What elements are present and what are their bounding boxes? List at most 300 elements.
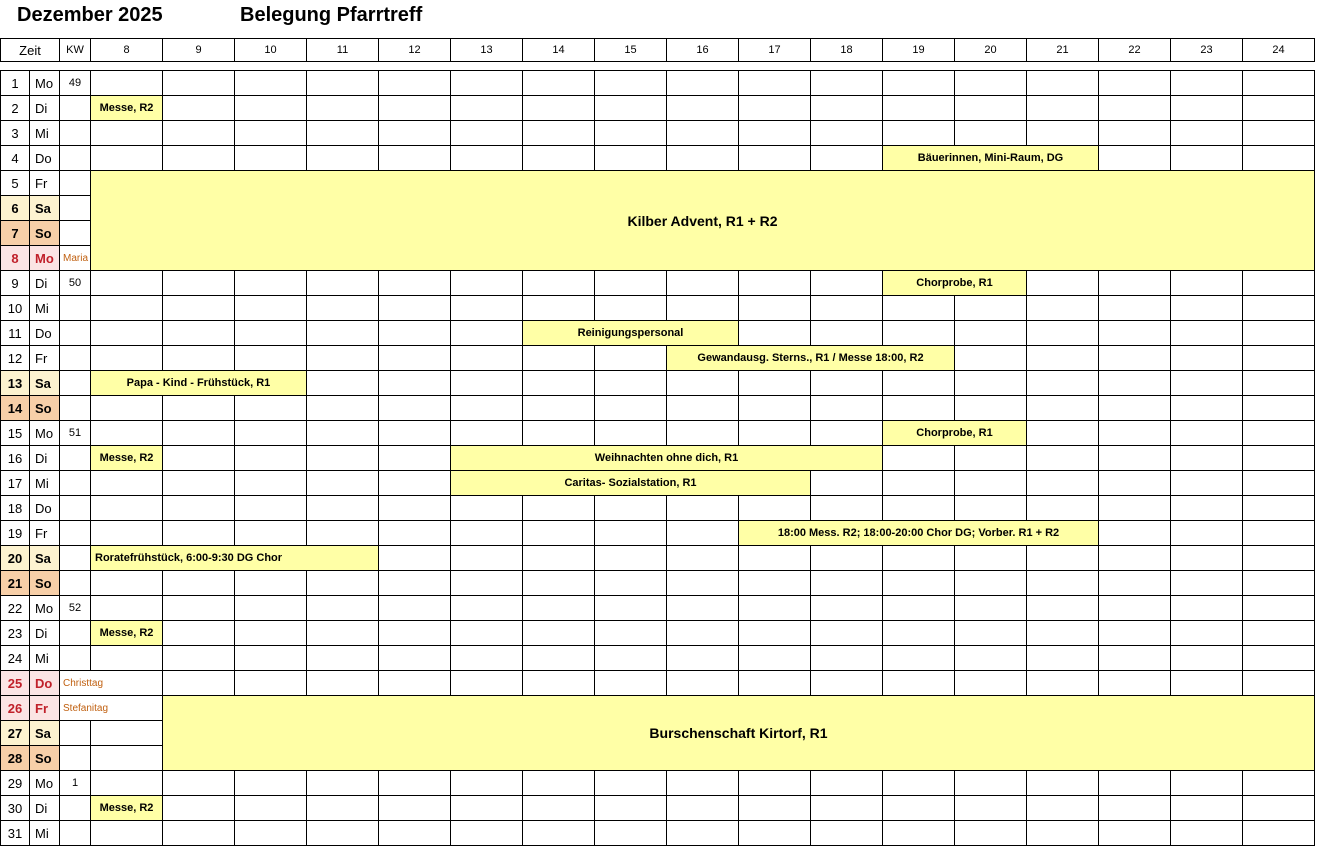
slot-cell[interactable] <box>954 445 1027 471</box>
slot-cell[interactable] <box>234 70 307 96</box>
slot-cell[interactable] <box>90 120 163 146</box>
slot-cell[interactable] <box>1170 70 1243 96</box>
slot-cell[interactable] <box>378 520 451 546</box>
slot-cell[interactable] <box>738 395 811 421</box>
slot-cell[interactable] <box>810 545 883 571</box>
slot-cell[interactable] <box>954 70 1027 96</box>
slot-cell[interactable] <box>450 595 523 621</box>
slot-cell[interactable] <box>810 795 883 821</box>
slot-cell[interactable] <box>882 120 955 146</box>
slot-cell[interactable] <box>234 670 307 696</box>
slot-cell[interactable] <box>90 520 163 546</box>
slot-cell[interactable] <box>954 670 1027 696</box>
slot-cell[interactable] <box>594 770 667 796</box>
slot-cell[interactable] <box>162 395 235 421</box>
slot-cell[interactable] <box>738 370 811 396</box>
slot-cell[interactable] <box>378 395 451 421</box>
slot-cell[interactable] <box>306 645 379 671</box>
slot-cell[interactable] <box>666 270 739 296</box>
slot-cell[interactable] <box>810 320 883 346</box>
slot-cell[interactable] <box>378 120 451 146</box>
slot-cell[interactable] <box>1026 70 1099 96</box>
slot-cell[interactable] <box>1242 470 1315 496</box>
slot-cell[interactable] <box>450 320 523 346</box>
slot-cell[interactable] <box>882 595 955 621</box>
slot-cell[interactable] <box>738 270 811 296</box>
slot-cell[interactable] <box>162 320 235 346</box>
slot-cell[interactable] <box>882 645 955 671</box>
slot-cell[interactable] <box>594 570 667 596</box>
slot-cell[interactable] <box>882 295 955 321</box>
slot-cell[interactable] <box>234 420 307 446</box>
slot-cell[interactable] <box>1242 345 1315 371</box>
slot-cell[interactable] <box>162 520 235 546</box>
slot-cell[interactable] <box>1098 670 1171 696</box>
slot-cell[interactable] <box>522 95 595 121</box>
slot-cell[interactable] <box>882 795 955 821</box>
slot-cell[interactable] <box>1242 595 1315 621</box>
slot-cell[interactable] <box>378 620 451 646</box>
slot-cell[interactable] <box>882 445 955 471</box>
slot-cell[interactable] <box>162 295 235 321</box>
slot-cell[interactable] <box>738 70 811 96</box>
slot-cell[interactable] <box>594 595 667 621</box>
booking-event[interactable]: Reinigungspersonal <box>522 320 739 346</box>
slot-cell[interactable] <box>882 70 955 96</box>
slot-cell[interactable] <box>162 70 235 96</box>
slot-cell[interactable] <box>1098 270 1171 296</box>
slot-cell[interactable] <box>162 270 235 296</box>
slot-cell[interactable] <box>378 470 451 496</box>
slot-cell[interactable] <box>810 570 883 596</box>
slot-cell[interactable] <box>1242 820 1315 846</box>
slot-cell[interactable] <box>234 445 307 471</box>
slot-cell[interactable] <box>810 470 883 496</box>
slot-cell[interactable] <box>234 470 307 496</box>
slot-cell[interactable] <box>882 395 955 421</box>
slot-cell[interactable] <box>1170 370 1243 396</box>
slot-cell[interactable] <box>738 595 811 621</box>
slot-cell[interactable] <box>1242 295 1315 321</box>
slot-cell[interactable] <box>1242 795 1315 821</box>
slot-cell[interactable] <box>954 295 1027 321</box>
slot-cell[interactable] <box>666 120 739 146</box>
slot-cell[interactable] <box>378 670 451 696</box>
slot-cell[interactable] <box>378 595 451 621</box>
slot-cell[interactable] <box>1098 470 1171 496</box>
slot-cell[interactable] <box>1242 395 1315 421</box>
slot-cell[interactable] <box>1170 670 1243 696</box>
slot-cell[interactable] <box>1242 70 1315 96</box>
slot-cell[interactable] <box>234 395 307 421</box>
slot-cell[interactable] <box>522 370 595 396</box>
slot-cell[interactable] <box>1242 320 1315 346</box>
slot-cell[interactable] <box>1026 545 1099 571</box>
booking-event[interactable]: Roratefrühstück, 6:00-9:30 DG Chor <box>90 545 379 571</box>
slot-cell[interactable] <box>378 545 451 571</box>
slot-cell[interactable] <box>90 745 163 771</box>
slot-cell[interactable] <box>234 770 307 796</box>
slot-cell[interactable] <box>450 70 523 96</box>
slot-cell[interactable] <box>90 495 163 521</box>
slot-cell[interactable] <box>234 270 307 296</box>
slot-cell[interactable] <box>450 620 523 646</box>
slot-cell[interactable] <box>522 795 595 821</box>
slot-cell[interactable] <box>738 420 811 446</box>
slot-cell[interactable] <box>1098 295 1171 321</box>
slot-cell[interactable] <box>522 145 595 171</box>
slot-cell[interactable] <box>954 595 1027 621</box>
slot-cell[interactable] <box>882 495 955 521</box>
slot-cell[interactable] <box>522 70 595 96</box>
slot-cell[interactable] <box>666 495 739 521</box>
slot-cell[interactable] <box>594 670 667 696</box>
slot-cell[interactable] <box>1098 370 1171 396</box>
slot-cell[interactable] <box>1098 795 1171 821</box>
slot-cell[interactable] <box>450 670 523 696</box>
slot-cell[interactable] <box>1242 520 1315 546</box>
slot-cell[interactable] <box>1098 395 1171 421</box>
slot-cell[interactable] <box>666 570 739 596</box>
slot-cell[interactable] <box>306 95 379 121</box>
slot-cell[interactable] <box>90 395 163 421</box>
slot-cell[interactable] <box>234 820 307 846</box>
slot-cell[interactable] <box>882 545 955 571</box>
slot-cell[interactable] <box>810 820 883 846</box>
slot-cell[interactable] <box>162 670 235 696</box>
slot-cell[interactable] <box>1098 445 1171 471</box>
slot-cell[interactable] <box>450 370 523 396</box>
slot-cell[interactable] <box>1098 70 1171 96</box>
slot-cell[interactable] <box>1242 670 1315 696</box>
slot-cell[interactable] <box>810 370 883 396</box>
slot-cell[interactable] <box>738 795 811 821</box>
slot-cell[interactable] <box>594 620 667 646</box>
slot-cell[interactable] <box>954 470 1027 496</box>
slot-cell[interactable] <box>1170 820 1243 846</box>
slot-cell[interactable] <box>810 270 883 296</box>
booking-event[interactable]: Papa - Kind - Frühstück, R1 <box>90 370 307 396</box>
slot-cell[interactable] <box>90 470 163 496</box>
slot-cell[interactable] <box>1098 770 1171 796</box>
slot-cell[interactable] <box>378 320 451 346</box>
slot-cell[interactable] <box>90 270 163 296</box>
slot-cell[interactable] <box>810 670 883 696</box>
slot-cell[interactable] <box>234 645 307 671</box>
slot-cell[interactable] <box>306 770 379 796</box>
slot-cell[interactable] <box>738 545 811 571</box>
slot-cell[interactable] <box>666 795 739 821</box>
slot-cell[interactable] <box>594 120 667 146</box>
booking-event[interactable]: 18:00 Mess. R2; 18:00-20:00 Chor DG; Vorber. R1 + R2 <box>738 520 1099 546</box>
slot-cell[interactable] <box>522 295 595 321</box>
slot-cell[interactable] <box>90 820 163 846</box>
slot-cell[interactable] <box>306 395 379 421</box>
slot-cell[interactable] <box>666 645 739 671</box>
slot-cell[interactable] <box>378 370 451 396</box>
slot-cell[interactable] <box>738 145 811 171</box>
slot-cell[interactable] <box>522 420 595 446</box>
slot-cell[interactable] <box>306 595 379 621</box>
slot-cell[interactable] <box>306 470 379 496</box>
slot-cell[interactable] <box>1026 320 1099 346</box>
slot-cell[interactable] <box>522 670 595 696</box>
slot-cell[interactable] <box>882 770 955 796</box>
slot-cell[interactable] <box>1170 295 1243 321</box>
booking-event[interactable]: Chorprobe, R1 <box>882 270 1027 296</box>
slot-cell[interactable] <box>450 495 523 521</box>
slot-cell[interactable] <box>594 270 667 296</box>
slot-cell[interactable] <box>882 820 955 846</box>
slot-cell[interactable] <box>1026 470 1099 496</box>
slot-cell[interactable] <box>594 395 667 421</box>
slot-cell[interactable] <box>810 620 883 646</box>
slot-cell[interactable] <box>450 570 523 596</box>
slot-cell[interactable] <box>306 70 379 96</box>
slot-cell[interactable] <box>1098 420 1171 446</box>
slot-cell[interactable] <box>954 820 1027 846</box>
slot-cell[interactable] <box>666 145 739 171</box>
slot-cell[interactable] <box>90 770 163 796</box>
slot-cell[interactable] <box>1098 495 1171 521</box>
slot-cell[interactable] <box>90 145 163 171</box>
slot-cell[interactable] <box>450 820 523 846</box>
slot-cell[interactable] <box>378 645 451 671</box>
slot-cell[interactable] <box>162 570 235 596</box>
slot-cell[interactable] <box>954 570 1027 596</box>
slot-cell[interactable] <box>1170 445 1243 471</box>
slot-cell[interactable] <box>1026 370 1099 396</box>
slot-cell[interactable] <box>1170 470 1243 496</box>
slot-cell[interactable] <box>810 770 883 796</box>
slot-cell[interactable] <box>1026 395 1099 421</box>
slot-cell[interactable] <box>306 320 379 346</box>
slot-cell[interactable] <box>162 645 235 671</box>
slot-cell[interactable] <box>738 495 811 521</box>
slot-cell[interactable] <box>594 70 667 96</box>
slot-cell[interactable] <box>162 495 235 521</box>
slot-cell[interactable] <box>810 70 883 96</box>
slot-cell[interactable] <box>378 95 451 121</box>
slot-cell[interactable] <box>522 770 595 796</box>
slot-cell[interactable] <box>234 620 307 646</box>
slot-cell[interactable] <box>234 295 307 321</box>
slot-cell[interactable] <box>954 395 1027 421</box>
slot-cell[interactable] <box>810 395 883 421</box>
slot-cell[interactable] <box>378 445 451 471</box>
slot-cell[interactable] <box>162 95 235 121</box>
slot-cell[interactable] <box>1242 570 1315 596</box>
slot-cell[interactable] <box>810 295 883 321</box>
slot-cell[interactable] <box>306 145 379 171</box>
slot-cell[interactable] <box>882 570 955 596</box>
slot-cell[interactable] <box>306 820 379 846</box>
slot-cell[interactable] <box>1170 495 1243 521</box>
slot-cell[interactable] <box>738 570 811 596</box>
slot-cell[interactable] <box>1098 545 1171 571</box>
slot-cell[interactable] <box>1026 495 1099 521</box>
slot-cell[interactable] <box>522 520 595 546</box>
booking-event[interactable]: Messe, R2 <box>90 95 163 121</box>
slot-cell[interactable] <box>1098 645 1171 671</box>
slot-cell[interactable] <box>1026 270 1099 296</box>
slot-cell[interactable] <box>378 495 451 521</box>
slot-cell[interactable] <box>1026 295 1099 321</box>
slot-cell[interactable] <box>162 145 235 171</box>
slot-cell[interactable] <box>378 770 451 796</box>
booking-event[interactable]: Gewandausg. Sterns., R1 / Messe 18:00, R2 <box>666 345 955 371</box>
slot-cell[interactable] <box>882 370 955 396</box>
slot-cell[interactable] <box>162 470 235 496</box>
slot-cell[interactable] <box>810 420 883 446</box>
slot-cell[interactable] <box>306 795 379 821</box>
slot-cell[interactable] <box>1242 770 1315 796</box>
slot-cell[interactable] <box>450 520 523 546</box>
slot-cell[interactable] <box>306 570 379 596</box>
slot-cell[interactable] <box>306 370 379 396</box>
slot-cell[interactable] <box>1170 520 1243 546</box>
slot-cell[interactable] <box>1026 670 1099 696</box>
slot-cell[interactable] <box>1242 95 1315 121</box>
slot-cell[interactable] <box>1098 820 1171 846</box>
slot-cell[interactable] <box>1098 95 1171 121</box>
slot-cell[interactable] <box>450 120 523 146</box>
slot-cell[interactable] <box>594 295 667 321</box>
slot-cell[interactable] <box>1026 120 1099 146</box>
slot-cell[interactable] <box>90 345 163 371</box>
booking-event[interactable]: Messe, R2 <box>90 795 163 821</box>
slot-cell[interactable] <box>450 295 523 321</box>
slot-cell[interactable] <box>954 320 1027 346</box>
slot-cell[interactable] <box>882 470 955 496</box>
slot-cell[interactable] <box>378 570 451 596</box>
slot-cell[interactable] <box>234 495 307 521</box>
booking-event[interactable]: Burschenschaft Kirtorf, R1 <box>162 695 1315 771</box>
slot-cell[interactable] <box>666 395 739 421</box>
slot-cell[interactable] <box>954 620 1027 646</box>
slot-cell[interactable] <box>1098 345 1171 371</box>
booking-event[interactable]: Caritas- Sozialstation, R1 <box>450 470 811 496</box>
slot-cell[interactable] <box>234 570 307 596</box>
slot-cell[interactable] <box>666 70 739 96</box>
slot-cell[interactable] <box>594 495 667 521</box>
slot-cell[interactable] <box>90 570 163 596</box>
slot-cell[interactable] <box>306 295 379 321</box>
slot-cell[interactable] <box>1170 420 1243 446</box>
slot-cell[interactable] <box>450 270 523 296</box>
slot-cell[interactable] <box>306 670 379 696</box>
slot-cell[interactable] <box>1170 545 1243 571</box>
slot-cell[interactable] <box>810 645 883 671</box>
slot-cell[interactable] <box>1098 520 1171 546</box>
slot-cell[interactable] <box>1026 770 1099 796</box>
slot-cell[interactable] <box>882 670 955 696</box>
slot-cell[interactable] <box>666 595 739 621</box>
slot-cell[interactable] <box>162 820 235 846</box>
slot-cell[interactable] <box>90 720 163 746</box>
slot-cell[interactable] <box>810 95 883 121</box>
slot-cell[interactable] <box>954 770 1027 796</box>
slot-cell[interactable] <box>522 395 595 421</box>
slot-cell[interactable] <box>1170 395 1243 421</box>
slot-cell[interactable] <box>738 670 811 696</box>
slot-cell[interactable] <box>1170 320 1243 346</box>
slot-cell[interactable] <box>162 420 235 446</box>
slot-cell[interactable] <box>90 320 163 346</box>
slot-cell[interactable] <box>522 820 595 846</box>
slot-cell[interactable] <box>234 120 307 146</box>
slot-cell[interactable] <box>306 445 379 471</box>
slot-cell[interactable] <box>306 495 379 521</box>
slot-cell[interactable] <box>594 820 667 846</box>
slot-cell[interactable] <box>1242 620 1315 646</box>
slot-cell[interactable] <box>738 320 811 346</box>
slot-cell[interactable] <box>954 545 1027 571</box>
slot-cell[interactable] <box>954 120 1027 146</box>
slot-cell[interactable] <box>1170 595 1243 621</box>
slot-cell[interactable] <box>450 145 523 171</box>
slot-cell[interactable] <box>1026 95 1099 121</box>
slot-cell[interactable] <box>522 545 595 571</box>
slot-cell[interactable] <box>738 820 811 846</box>
slot-cell[interactable] <box>1242 420 1315 446</box>
booking-event[interactable]: Kilber Advent, R1 + R2 <box>90 170 1315 271</box>
slot-cell[interactable] <box>666 295 739 321</box>
slot-cell[interactable] <box>1170 270 1243 296</box>
slot-cell[interactable] <box>1098 120 1171 146</box>
slot-cell[interactable] <box>810 595 883 621</box>
slot-cell[interactable] <box>954 345 1027 371</box>
slot-cell[interactable] <box>1170 620 1243 646</box>
slot-cell[interactable] <box>954 370 1027 396</box>
slot-cell[interactable] <box>234 345 307 371</box>
booking-event[interactable]: Bäuerinnen, Mini-Raum, DG <box>882 145 1099 171</box>
slot-cell[interactable] <box>234 595 307 621</box>
slot-cell[interactable] <box>1242 645 1315 671</box>
slot-cell[interactable] <box>954 795 1027 821</box>
slot-cell[interactable] <box>1026 795 1099 821</box>
slot-cell[interactable] <box>810 145 883 171</box>
slot-cell[interactable] <box>666 770 739 796</box>
slot-cell[interactable] <box>306 270 379 296</box>
slot-cell[interactable] <box>738 645 811 671</box>
slot-cell[interactable] <box>1026 645 1099 671</box>
slot-cell[interactable] <box>666 545 739 571</box>
slot-cell[interactable] <box>450 395 523 421</box>
slot-cell[interactable] <box>1098 620 1171 646</box>
slot-cell[interactable] <box>378 70 451 96</box>
slot-cell[interactable] <box>810 120 883 146</box>
slot-cell[interactable] <box>594 545 667 571</box>
booking-event[interactable]: Chorprobe, R1 <box>882 420 1027 446</box>
slot-cell[interactable] <box>1026 620 1099 646</box>
slot-cell[interactable] <box>882 620 955 646</box>
slot-cell[interactable] <box>162 795 235 821</box>
slot-cell[interactable] <box>90 645 163 671</box>
slot-cell[interactable] <box>378 795 451 821</box>
slot-cell[interactable] <box>1026 420 1099 446</box>
slot-cell[interactable] <box>882 320 955 346</box>
slot-cell[interactable] <box>594 420 667 446</box>
slot-cell[interactable] <box>378 270 451 296</box>
slot-cell[interactable] <box>234 520 307 546</box>
slot-cell[interactable] <box>162 770 235 796</box>
slot-cell[interactable] <box>162 345 235 371</box>
booking-event[interactable]: Messe, R2 <box>90 620 163 646</box>
slot-cell[interactable] <box>522 645 595 671</box>
slot-cell[interactable] <box>666 95 739 121</box>
slot-cell[interactable] <box>90 70 163 96</box>
